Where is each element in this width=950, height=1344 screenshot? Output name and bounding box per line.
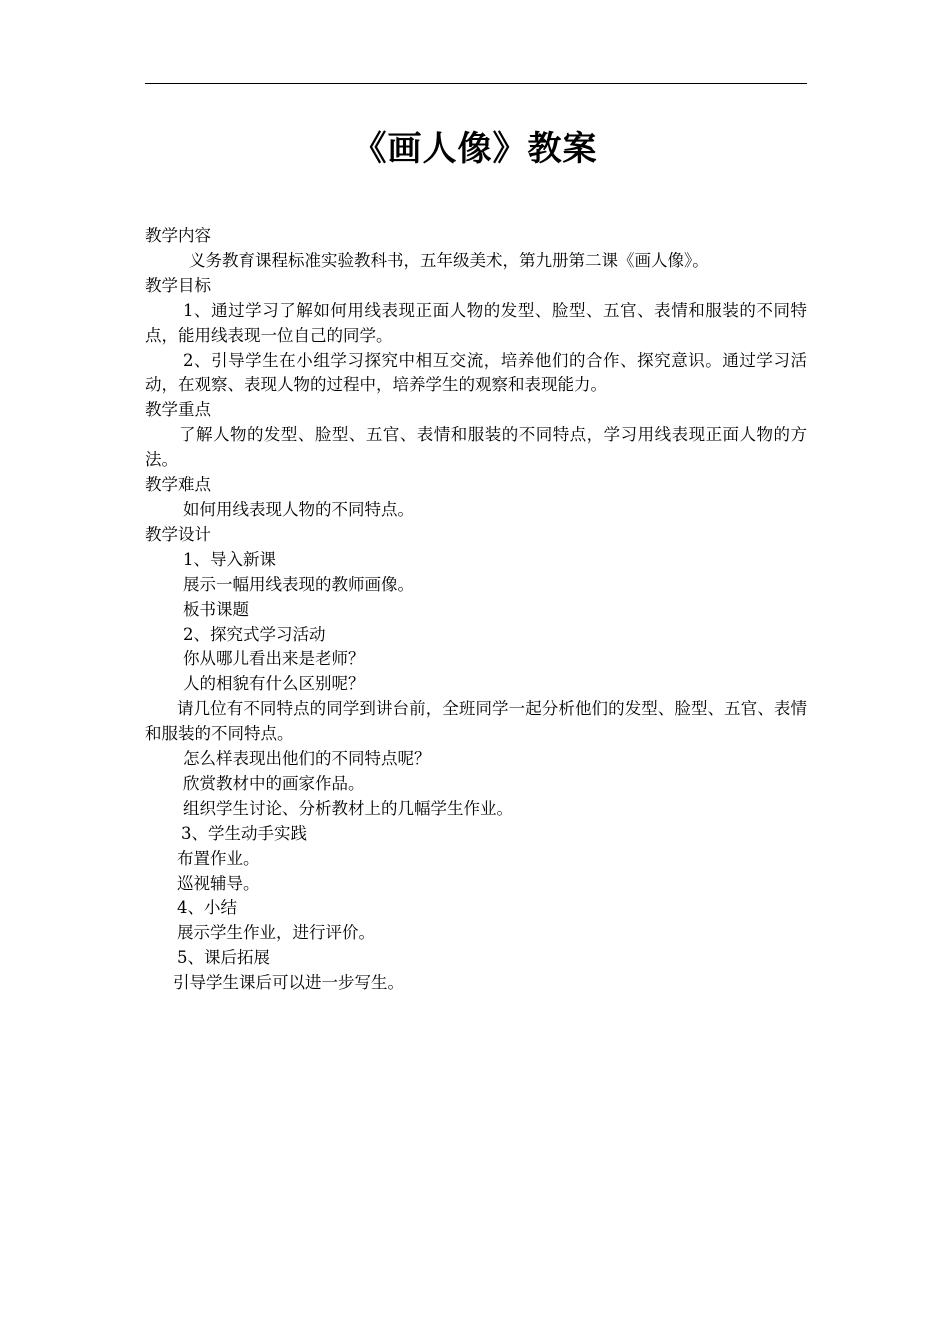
section-heading-content: 教学内容 bbox=[145, 226, 211, 245]
content-paragraph: 义务教育课程标准实验教科书，五年级美术，第九册第二课《画人像》。 bbox=[189, 250, 709, 270]
design-line: 板书课题 bbox=[183, 599, 249, 619]
design-line: 人的相貌有什么区别呢？ bbox=[183, 674, 365, 694]
design-step: 5、课后拓展 bbox=[177, 948, 270, 968]
objective-paragraph-2: 2、引导学生在小组学习探究中相互交流，培养他们的合作、探究意识。通过学习活动，在观察、表现人物的过程中，培养学生的观察和表现能力。 bbox=[145, 350, 807, 395]
document-title: 《画人像》教案 bbox=[352, 129, 598, 169]
design-line: 怎么样表现出他们的不同特点呢？ bbox=[183, 749, 431, 769]
section-heading-objectives: 教学目标 bbox=[145, 275, 211, 295]
design-line: 展示一幅用线表现的教师画像。 bbox=[183, 574, 414, 594]
design-line: 布置作业。 bbox=[177, 848, 260, 868]
design-step: 2、探究式学习活动 bbox=[183, 624, 326, 644]
design-paragraph: 请几位有不同特点的同学到讲台前，全班同学一起分析他们的发型、脸型、五官、表情和服装的不同特点。 bbox=[145, 699, 807, 744]
header-rule bbox=[145, 83, 807, 84]
document-body bbox=[145, 224, 807, 996]
objective-paragraph-1: 1、通过学习了解如何用线表现正面人物的发型、脸型、五官、表情和服装的不同特点，能用线表现一位自己的同学。 bbox=[145, 300, 807, 345]
design-step: 4、小结 bbox=[177, 898, 237, 918]
section-heading-difficulties: 教学难点 bbox=[145, 475, 211, 495]
design-line: 引导学生课后可以进一步写生。 bbox=[173, 973, 404, 993]
difficulties-paragraph: 如何用线表现人物的不同特点。 bbox=[183, 499, 414, 519]
design-line: 展示学生作业，进行评价。 bbox=[177, 923, 375, 943]
design-line: 组织学生讨论、分析教材上的几幅学生作业。 bbox=[183, 798, 513, 818]
design-line: 欣赏教材中的画家作品。 bbox=[183, 773, 365, 793]
key-points-paragraph: 了解人物的发型、脸型、五官、表情和服装的不同特点，学习用线表现正面人物的方法。 bbox=[145, 425, 807, 470]
section-heading-key-points: 教学重点 bbox=[145, 400, 211, 420]
section-heading-design: 教学设计 bbox=[145, 524, 211, 544]
design-step: 1、导入新课 bbox=[183, 549, 276, 569]
design-line: 巡视辅导。 bbox=[177, 873, 260, 893]
design-line: 你从哪儿看出来是老师？ bbox=[183, 649, 365, 669]
design-step: 3、学生动手实践 bbox=[181, 823, 307, 843]
